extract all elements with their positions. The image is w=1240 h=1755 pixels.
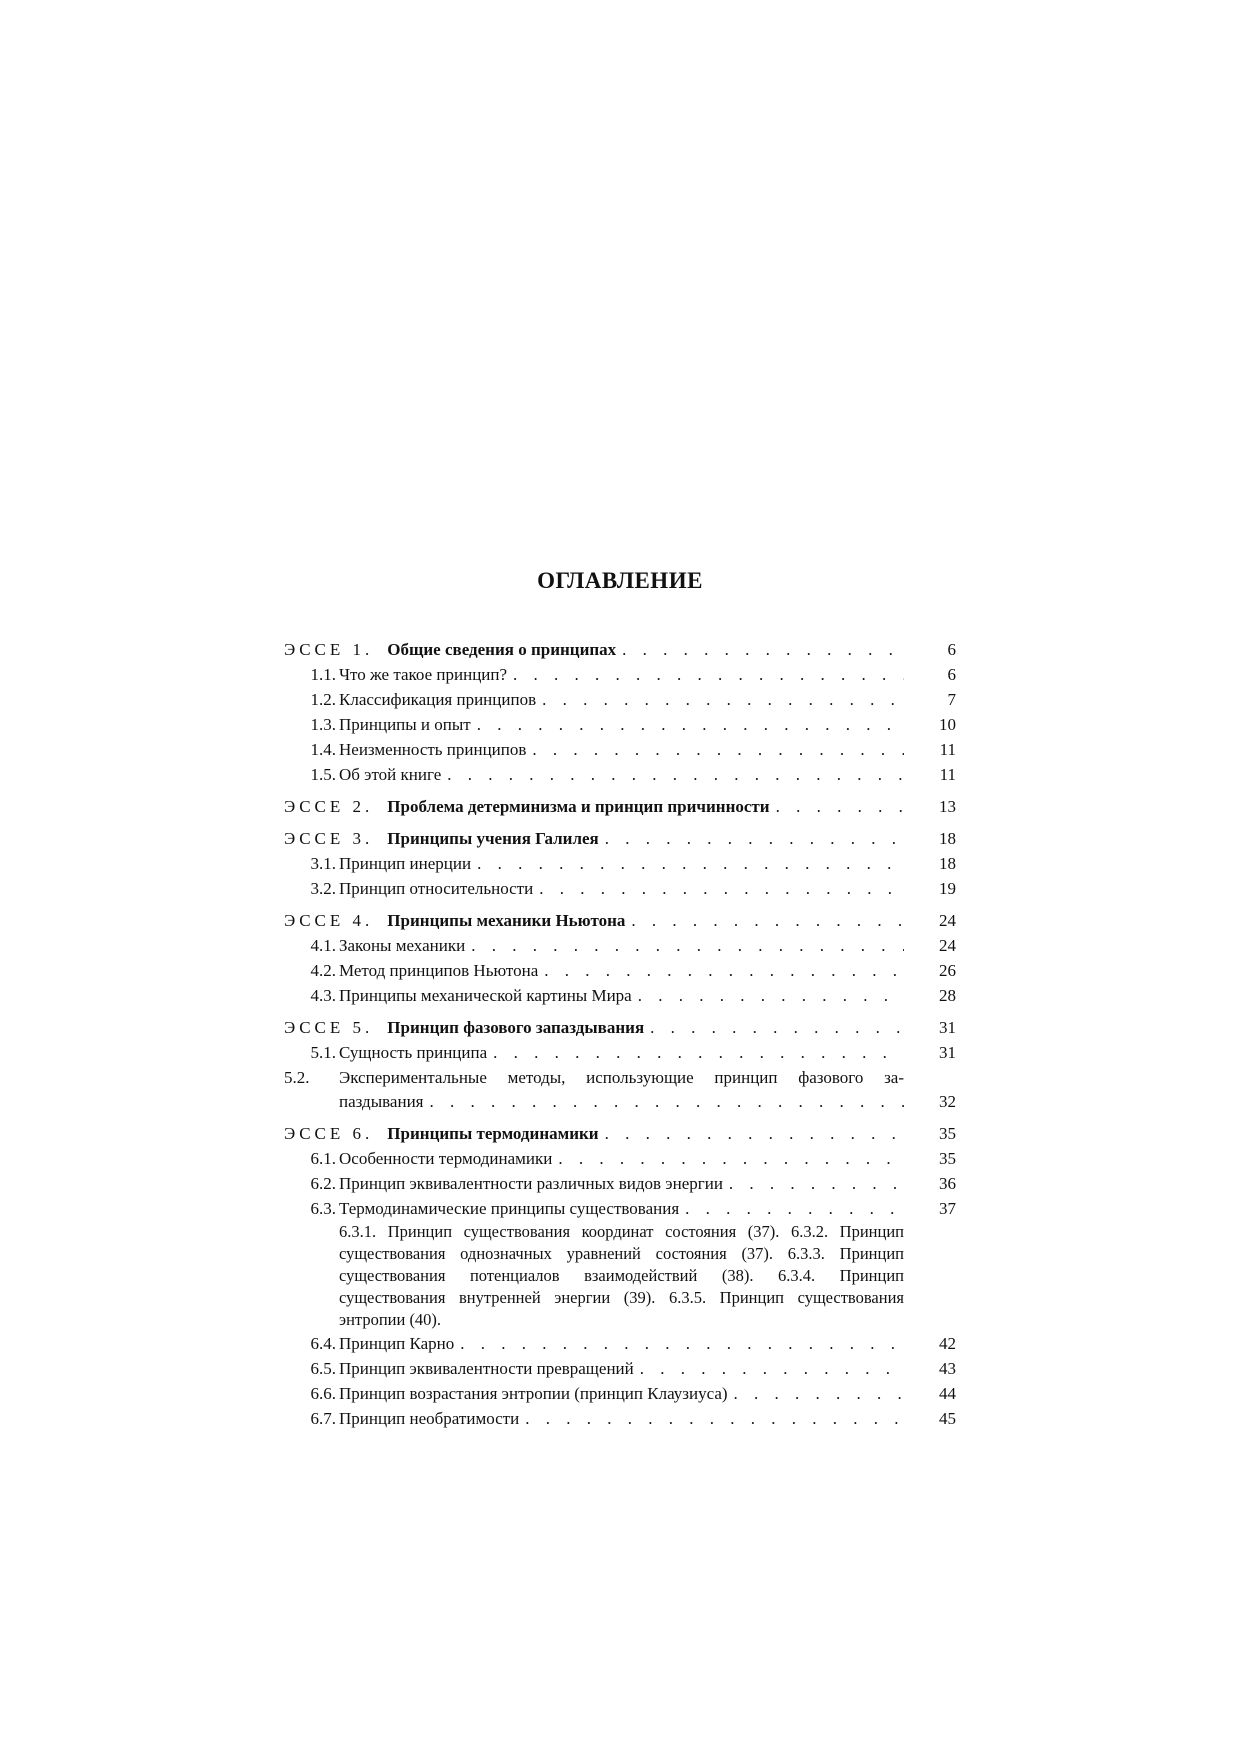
dot-leader: [638, 983, 904, 1008]
item-number: 6.3.: [310, 1199, 336, 1218]
toc-item[interactable]: [284, 712, 956, 737]
chapter-title: Принцип фазового запаздывания: [387, 1018, 645, 1037]
toc-item[interactable]: [284, 1196, 956, 1331]
page-number: 36: [939, 1174, 956, 1193]
chapter-label: ЭССЕ 1.: [284, 640, 374, 659]
item-title: Принцип эквивалентности различных видов энергии: [339, 1174, 723, 1193]
dot-leader: [525, 1406, 904, 1431]
toc-chapter[interactable]: [284, 637, 956, 662]
toc-item[interactable]: [284, 1146, 956, 1171]
toc-item[interactable]: [284, 762, 956, 787]
toc-item[interactable]: [284, 687, 956, 712]
item-number: 6.4.: [310, 1334, 336, 1353]
toc-item[interactable]: [284, 1331, 956, 1356]
item-number: 6.7.: [310, 1409, 336, 1428]
chapter-label: ЭССЕ 3.: [284, 829, 374, 848]
dot-leader: [640, 1356, 904, 1381]
item-title: Что же такое принцип?: [339, 665, 508, 684]
item-number: 3.2.: [310, 879, 336, 898]
page-number: 7: [947, 690, 956, 709]
item-title: Экспериментальные методы, использующие принцип фазового за-: [339, 1068, 904, 1087]
toc-item[interactable]: [284, 662, 956, 687]
item-number: 4.2.: [310, 961, 336, 980]
chapter-label: ЭССЕ 5.: [284, 1018, 374, 1037]
item-title: Об этой книге: [339, 765, 442, 784]
toc-item[interactable]: [284, 933, 956, 958]
item-title: Принципы и опыт: [339, 715, 471, 734]
page-number: 28: [939, 986, 956, 1005]
page-number: 10: [939, 715, 956, 734]
chapter-label: ЭССЕ 2.: [284, 797, 374, 816]
page-number: 18: [939, 854, 956, 873]
page-number: 13: [939, 797, 956, 816]
dot-leader: [558, 1146, 904, 1171]
dot-leader: [734, 1381, 904, 1406]
dot-leader: [650, 1015, 904, 1040]
toc-chapter[interactable]: [284, 1121, 956, 1146]
item-title: Принцип необратимости: [339, 1409, 520, 1428]
toc-item[interactable]: [284, 1406, 956, 1431]
dot-leader: [776, 794, 904, 819]
page-number: 35: [939, 1149, 956, 1168]
dot-leader: [631, 908, 904, 933]
dot-leader: [471, 933, 904, 958]
dot-leader: [605, 1121, 904, 1146]
item-number: 1.1.: [310, 665, 336, 684]
item-number: 4.1.: [310, 936, 336, 955]
item-title: Принцип инерции: [339, 854, 472, 873]
chapter-title: Общие сведения о принципах: [387, 640, 617, 659]
page-number: 19: [939, 879, 956, 898]
toc-item[interactable]: [284, 1171, 956, 1196]
page-number: 11: [939, 740, 956, 759]
page-number: 42: [939, 1334, 956, 1353]
subsection-list: 6.3.1. Принцип существования координат состояния (37). 6.3.2. Принцип существования однозначных уравнений состояния (37). 6.3.3. Принцип существования потенциалов взаимодействий (38). 6.3.4. Принцип существования внутренней энергии (39). 6.3.5. Принцип существования энтропии (40).: [339, 1222, 904, 1329]
item-title: Классификация принципов: [339, 690, 537, 709]
item-title-continued: паздывания: [339, 1092, 424, 1111]
page-number: 43: [939, 1359, 956, 1378]
page-number: 11: [939, 765, 956, 784]
item-number: 1.5.: [310, 765, 336, 784]
item-number: 1.4.: [310, 740, 336, 759]
dot-leader: [477, 712, 904, 737]
dot-leader: [477, 851, 904, 876]
item-title: Метод принципов Ньютона: [339, 961, 539, 980]
item-number: 6.6.: [310, 1384, 336, 1403]
chapter-title: Принципы механики Ньютона: [387, 911, 626, 930]
toc-chapter[interactable]: [284, 1015, 956, 1040]
item-number: 6.2.: [310, 1174, 336, 1193]
dot-leader: [622, 637, 904, 662]
page-number: 18: [939, 829, 956, 848]
chapter-title: Проблема детерминизма и принцип причинности: [387, 797, 770, 816]
toc-item[interactable]: [284, 1067, 956, 1114]
page-number: 35: [939, 1124, 956, 1143]
item-number: 6.5.: [310, 1359, 336, 1378]
page-number: 32: [939, 1092, 956, 1111]
chapter-label: ЭССЕ 4.: [284, 911, 374, 930]
page-title: ОГЛАВЛЕНИЕ: [537, 568, 703, 593]
toc-chapter[interactable]: [284, 908, 956, 933]
toc-item[interactable]: [284, 958, 956, 983]
chapter-label: ЭССЕ 6.: [284, 1124, 374, 1143]
item-title: Принцип относительности: [339, 879, 534, 898]
item-number: 4.3.: [310, 986, 336, 1005]
item-title: Принцип возрастания энтропии (принцип Клаузиуса): [339, 1384, 728, 1403]
page-number: 6: [947, 640, 956, 659]
dot-leader: [542, 687, 904, 712]
dot-leader: [685, 1196, 904, 1221]
item-title: Неизменность принципов: [339, 740, 527, 759]
toc-item[interactable]: [284, 1040, 956, 1065]
page-number: 26: [939, 961, 956, 980]
toc-chapter[interactable]: [284, 826, 956, 851]
dot-leader: [605, 826, 904, 851]
item-number: 6.1.: [310, 1149, 336, 1168]
toc-item[interactable]: [284, 737, 956, 762]
page-number: 24: [939, 936, 956, 955]
table-of-contents: [284, 637, 956, 1431]
dot-leader: [430, 1089, 905, 1114]
page-number: 6: [947, 665, 956, 684]
item-number: 5.2.: [284, 1068, 310, 1087]
item-number: 3.1.: [310, 854, 336, 873]
page-number: 37: [939, 1199, 956, 1218]
item-title: Принцип Карно: [339, 1334, 455, 1353]
chapter-title: Принципы учения Галилея: [387, 829, 599, 848]
page-number: 45: [939, 1409, 956, 1428]
item-title: Термодинамические принципы существования: [339, 1199, 680, 1218]
dot-leader: [513, 662, 904, 687]
page-number: 44: [939, 1384, 956, 1403]
item-title: Законы механики: [339, 936, 466, 955]
page-number: 31: [939, 1018, 956, 1037]
page-number: 24: [939, 911, 956, 930]
dot-leader: [544, 958, 904, 983]
dot-leader: [729, 1171, 904, 1196]
dot-leader: [447, 762, 904, 787]
toc-item[interactable]: [284, 1381, 956, 1406]
dot-leader: [539, 876, 904, 901]
toc-item[interactable]: [284, 876, 956, 901]
toc-item[interactable]: [284, 983, 956, 1008]
toc-item[interactable]: [284, 851, 956, 876]
item-title: Принцип эквивалентности превращений: [339, 1359, 634, 1378]
page-number: 31: [939, 1043, 956, 1062]
item-number: 5.1.: [310, 1043, 336, 1062]
dot-leader: [460, 1331, 904, 1356]
toc-item[interactable]: [284, 1356, 956, 1381]
item-title: Особенности термодинамики: [339, 1149, 553, 1168]
item-number: 1.3.: [310, 715, 336, 734]
item-title: Принципы механической картины Мира: [339, 986, 632, 1005]
item-number: 1.2.: [310, 690, 336, 709]
item-title: Сущность принципа: [339, 1043, 488, 1062]
dot-leader: [532, 737, 904, 762]
chapter-title: Принципы термодинамики: [387, 1124, 599, 1143]
dot-leader: [493, 1040, 904, 1065]
toc-chapter[interactable]: [284, 794, 956, 819]
